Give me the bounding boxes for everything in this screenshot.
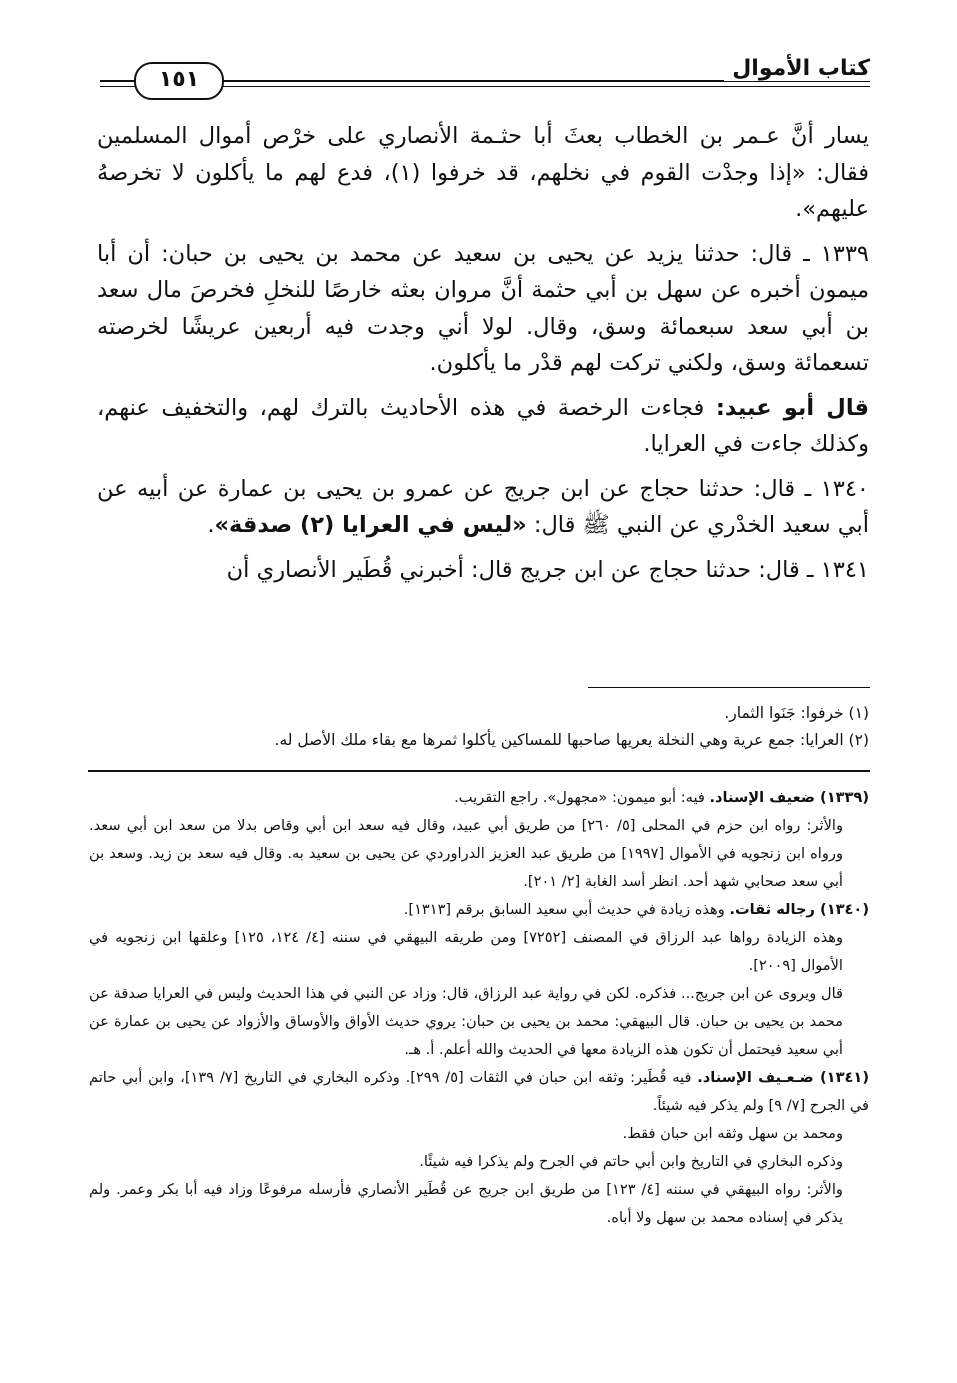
takhrij-1339 <box>89 784 869 812</box>
footnote-1: (١) خرفوا: جَنَوا الثمار. <box>724 704 869 722</box>
takhrij-1339-lead: (١٣٣٩) ضعيف الإسناد. <box>709 789 869 806</box>
takhrij-notes <box>89 784 869 1232</box>
hadith-1339: ١٣٣٩ ـ قال: حدثنا يزيد عن يحيى بن سعيد عن محمد بن يحيى بن حبان: أن أبا ميمون أخبره عن سهل بن أبي حثمة أنَّ مروان بعثه خارصًا للنخلِ فخرصَ مال سعد بن أبي سعد سبعمائة وسق، وقال. لولا أني وجدت فيه أربعين عريشًا لخرصته تسعمائة وسق، ولكني تركت لهم قدْر ما يأكلون. <box>97 240 869 376</box>
takhrij-1341-mention: وذكره البخاري في التاريخ وابن أبي حاتم في الجرح ولم يذكرا فيه شيئًا. <box>419 1153 843 1170</box>
hadith-1341: ١٣٤١ ـ قال: حدثنا حجاج عن ابن جريج قال: أخبرني قُطَير الأنصاري أن <box>226 556 869 583</box>
hadith-1340 <box>97 471 869 544</box>
takhrij-1340 <box>89 896 869 924</box>
takhrij-1339-detail: والأثر: رواه ابن حزم في المحلى [٥/ ٢٦٠] من طريق أبي عبيد، وقال فيه سعد ابن أبي وقاص بدلا من سعد ابن أبي سعد. ورواه ابن زنجويه في الأموال [١٩٩٧] من طريق عبد العزيز الدراوردي عن يحيى بن سعيد به. وقال فيه سعد بن زيد. وسعد بن أبي سعد صحابي شهد أحد. انظر أسد الغابة [٢/ ٢٠١]. <box>89 817 843 890</box>
hadith-1340-end: . <box>207 512 215 538</box>
book-title: كتاب الأموال <box>724 56 870 81</box>
comment-text: فجاءت الرخصة في هذه الأحاديث بالترك لهم، والتخفيف عنهم، وكذلك جاءت في العرايا. <box>97 394 869 457</box>
takhrij-1341-text: فيه قُطَير: وثقه ابن حبان في الثقات [٥/ ٢٩٩]. وذكره البخاري في التاريخ [٧/ ١٣٩]، وابن أبي حاتم في الجرح [٧/ ٩] ولم يذكر فيه شيئاً. <box>89 1069 869 1114</box>
takhrij-1340-detail: وهذه الزيادة رواها عبد الرزاق في المصنف [٧٢٥٢] ومن طريقه البيهقي في سننه [٤/ ١٢٤، ١٢٥] وعلقها ابن زنجويه في الأموال [٢٠٠٩]. <box>89 929 843 974</box>
main-text <box>97 118 869 596</box>
footnote-rule <box>588 687 870 688</box>
hadith-1340-chain: ١٣٤٠ ـ قال: حدثنا حجاج عن ابن جريج عن عمرو بن يحيى بن عمارة عن أبيه عن أبي سعيد الخدْري عن النبي ﷺ قال: <box>97 475 869 538</box>
takhrij-1340-lead: (١٣٤٠) رجاله ثقات. <box>729 901 869 918</box>
takhrij-1340-text: وهذه زيادة في حديث أبي سعيد السابق برقم [١٣١٣]. <box>403 901 730 918</box>
takhrij-rule <box>88 770 870 772</box>
paragraph-continuation: يسار أنَّ عـمر بن الخطاب بعثَ أبا حثـمة الأنصاري على خرْص أموال المسلمين فقال: «إذا وجدْت القوم في نخلهم، قد خرفوا (١)، فدع لهم ما يأكلون لا تخرصهُ عليهم». <box>97 123 869 222</box>
page-header <box>100 56 870 96</box>
page-number: ١٥١ <box>134 62 224 100</box>
takhrij-1341 <box>89 1064 869 1120</box>
comment-lead: قال أبو عبيد: <box>715 394 869 421</box>
hadith-1340-matn: «ليس في العرايا (٢) صدقة» <box>214 512 527 538</box>
footnotes <box>97 700 869 754</box>
takhrij-1341-lead: (١٣٤١) ضـعـيف الإسناد. <box>697 1069 869 1086</box>
abu-ubaid-comment <box>97 390 869 463</box>
takhrij-1339-text: فيه: أبو ميمون: «مجهول». راجع التقريب. <box>454 789 710 806</box>
footnote-2: (٢) العرايا: جمع عرية وهي النخلة يعريها صاحبها للمساكين يأكلوا ثمرها مع بقاء ملك الأصل له. <box>274 731 869 749</box>
takhrij-1341-athar: والأثر: رواه البيهقي في سننه [٤/ ١٢٣] من طريق ابن جريج عن قُطَير الأنصاري فأرسله مرفوعًا وزاد فيه أبا بكر وعمر. ولم يذكر في إسناده محمد بن سهل ولا أباه. <box>89 1181 843 1226</box>
takhrij-1341-narrator: ومحمد بن سهل وثقه ابن حبان فقط. <box>622 1125 843 1142</box>
takhrij-1340-note: قال ويروى عن ابن جريج... فذكره. لكن في رواية عبد الرزاق، قال: وزاد عن النبي في هذا الحديث وليس في العرايا صدقة عن محمد بن يحيى بن حبان. قال البيهقي: محمد بن يحيى بن حبان: يروي حديث الأواق والأوساق والأزواد عن يحيى بن عمارة عن أبي سعيد فيحتمل أن تكون هذه الزيادة معها في الحديث والله أعلم. أ. هـ. <box>89 985 843 1058</box>
